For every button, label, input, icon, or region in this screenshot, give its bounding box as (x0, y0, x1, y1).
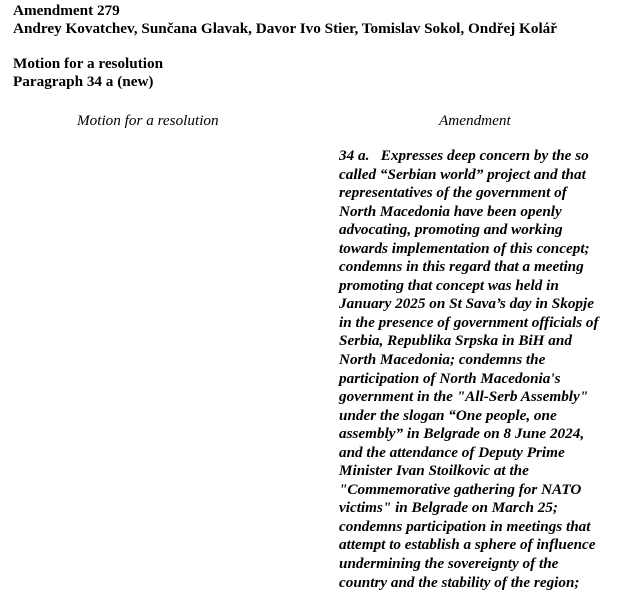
amendment-text-line: assembly” in Belgrade on 8 June 2024, (339, 425, 585, 443)
amendment-text-line: North Macedonia have been openly (339, 202, 562, 220)
header-spacer (13, 38, 618, 55)
column-heading-amendment: Amendment (439, 112, 511, 129)
amendment-text-line: "Commemorative gathering for NATO (339, 480, 582, 498)
amendment-text-line: and the attendance of Deputy Prime (339, 443, 565, 461)
amendment-text-line: victims" in Belgrade on March 25; (339, 499, 558, 517)
amendment-text-line: in the presence of government officials of (339, 313, 599, 331)
amendment-text-line: Serbia, Republika Srpska in BiH and (339, 332, 572, 350)
amendment-text-line: government in the "All-Serb Assembly" (339, 388, 589, 406)
amendment-text-line: called “Serbian world” project and that (339, 165, 586, 183)
amendment-text-line: attempt to establish a sphere of influence (339, 536, 596, 554)
document-type: Motion for a resolution (13, 55, 164, 72)
amendment-text-line: condemns participation in meetings that (339, 517, 591, 535)
amendment-text-line: representatives of the government of (339, 184, 567, 202)
paragraph-reference: Paragraph 34 a (new) (13, 73, 154, 90)
amendment-text-line: promoting that concept was held in (339, 276, 559, 294)
amendment-text-line: condemns in this regard that a meeting (339, 258, 584, 276)
amendment-text-line: participation of North Macedonia's (339, 369, 561, 387)
amendment-text-line: undermining the sovereignty of the (339, 555, 559, 573)
amendment-text-line: January 2025 on St Sava’s day in Skopje (339, 295, 594, 313)
column-heading-motion: Motion for a resolution (77, 112, 219, 129)
amendment-text (339, 147, 625, 592)
amendment-text-line: advocating, promoting and working (339, 221, 563, 239)
amendment-authors: Andrey Kovatchev, Sunčana Glavak, Davor Ivo Stier, Tomislav Sokol, Ondřej Kolář (13, 20, 558, 37)
amendment-number: Amendment 279 (13, 2, 120, 19)
amendment-text-line: North Macedonia; condemns the (339, 351, 546, 369)
amendment-text-line: under the slogan “One people, one (339, 406, 557, 424)
amendment-text-line: 34 a. Expresses deep concern by the so (339, 147, 589, 164)
amendment-text-line: towards implementation of this concept; (339, 239, 590, 257)
amendment-text-line: Minister Ivan Stoilkovic at the (339, 462, 529, 480)
amendment-header (13, 2, 618, 91)
amendment-text-line: country and the stability of the region; (339, 573, 580, 591)
